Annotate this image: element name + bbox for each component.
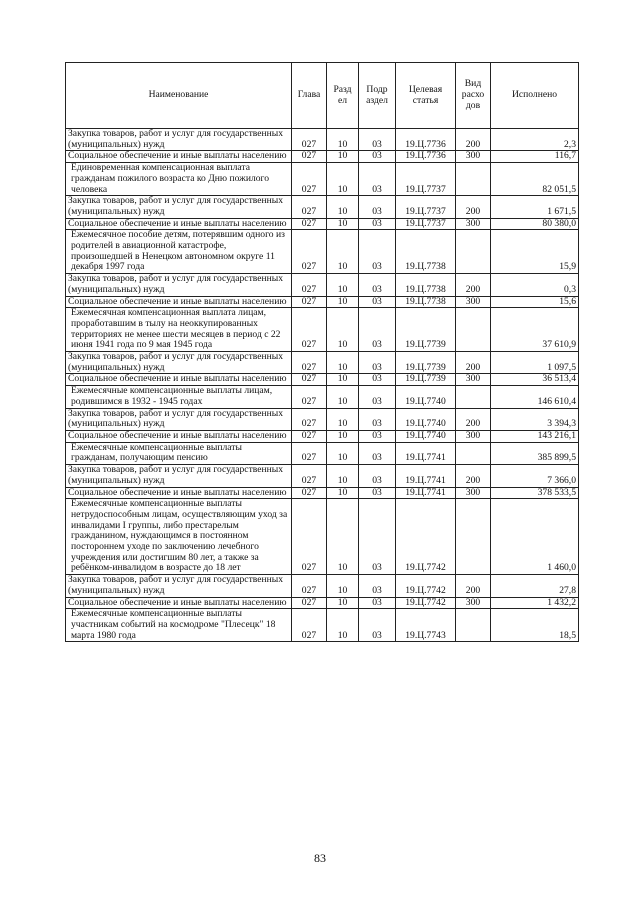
cell-podrazdel: 03 [359,430,396,442]
cell-glava: 027 [292,352,327,374]
cell-podrazdel: 03 [359,499,396,575]
cell-statya: 19.Ц.7739 [396,374,456,386]
header-ispolneno: Исполнено [491,63,579,129]
cell-glava: 027 [292,597,327,609]
cell-name: Ежемесячная компенсационная выплата лицам, проработавшим в тылу на неоккупированных территориях не менее шести месяцев в период с 22 июня 1941 года по 9 мая 1945 года [66,308,292,352]
cell-ispolneno: 1 671,5 [491,196,579,218]
cell-ispolneno: 7 366,0 [491,465,579,487]
header-podrazdel: Подр аздел [359,63,396,129]
cell-name: Закупка товаров, работ и услуг для государственных (муниципальных) нужд [66,274,292,296]
cell-ispolneno: 143 216,1 [491,430,579,442]
cell-glava: 027 [292,408,327,430]
cell-razdel: 10 [327,408,359,430]
cell-vid: 300 [456,296,491,308]
cell-ispolneno: 2,3 [491,129,579,151]
table-row [66,465,579,487]
cell-name: Ежемесячные компенсационные выплаты нетрудоспособным лицам, осуществляющим уход за инвалидами I группы, либо престарелым гражданином, нуждающимся в постоянном постороннем уходе по заключению лечебного учреждения или достигшим 80 лет, а также за ребёнком-инвалидом в возрасте до 18 лет [66,499,292,575]
cell-razdel: 10 [327,442,359,464]
cell-razdel: 10 [327,308,359,352]
header-vid: Вид расхо дов [456,63,491,129]
cell-podrazdel: 03 [359,487,396,499]
table-row [66,352,579,374]
cell-glava: 027 [292,374,327,386]
cell-ispolneno: 15,6 [491,296,579,308]
cell-name: Социальное обеспечение и иные выплаты населению [66,487,292,499]
cell-statya: 19.Ц.7741 [396,487,456,499]
cell-podrazdel: 03 [359,163,396,196]
cell-name: Социальное обеспечение и иные выплаты населению [66,151,292,163]
cell-vid [456,386,491,408]
cell-vid [456,308,491,352]
cell-podrazdel: 03 [359,296,396,308]
cell-razdel: 10 [327,218,359,230]
table-row [66,442,579,464]
cell-razdel: 10 [327,151,359,163]
cell-name: Социальное обеспечение и иные выплаты населению [66,218,292,230]
cell-glava: 027 [292,430,327,442]
table-row [66,374,579,386]
table-row [66,274,579,296]
cell-razdel: 10 [327,274,359,296]
cell-name: Ежемесячные компенсационные выплаты гражданам, получающим пенсию [66,442,292,464]
cell-podrazdel: 03 [359,230,396,274]
cell-statya: 19.Ц.7737 [396,196,456,218]
cell-podrazdel: 03 [359,129,396,151]
table-row [66,218,579,230]
cell-statya: 19.Ц.7740 [396,430,456,442]
cell-ispolneno: 385 899,5 [491,442,579,464]
cell-glava: 027 [292,151,327,163]
cell-vid: 200 [456,274,491,296]
cell-statya: 19.Ц.7742 [396,499,456,575]
cell-razdel: 10 [327,609,359,642]
cell-ispolneno: 15,9 [491,230,579,274]
table-row [66,151,579,163]
cell-name: Ежемесячные компенсационные выплаты участникам событий на космодроме "Плесецк" 18 марта 1980 года [66,609,292,642]
cell-podrazdel: 03 [359,218,396,230]
cell-name: Социальное обеспечение и иные выплаты населению [66,374,292,386]
cell-podrazdel: 03 [359,274,396,296]
header-name: Наименование [66,63,292,129]
cell-name: Ежемесячные компенсационные выплаты лицам, родившимся в 1932 - 1945 годах [66,386,292,408]
table-body [66,129,579,642]
header-statya: Целевая статья [396,63,456,129]
cell-vid: 300 [456,151,491,163]
cell-glava: 027 [292,218,327,230]
table-row [66,609,579,642]
cell-vid: 200 [456,575,491,597]
cell-vid [456,499,491,575]
cell-vid [456,609,491,642]
cell-razdel: 10 [327,487,359,499]
cell-ispolneno: 378 533,5 [491,487,579,499]
cell-ispolneno: 18,5 [491,609,579,642]
cell-glava: 027 [292,230,327,274]
cell-name: Социальное обеспечение и иные выплаты населению [66,597,292,609]
header-razdel: Разд ел [327,63,359,129]
cell-statya: 19.Ц.7740 [396,386,456,408]
cell-glava: 027 [292,609,327,642]
cell-statya: 19.Ц.7736 [396,129,456,151]
cell-podrazdel: 03 [359,386,396,408]
cell-statya: 19.Ц.7741 [396,442,456,464]
cell-glava: 027 [292,129,327,151]
cell-name: Закупка товаров, работ и услуг для государственных (муниципальных) нужд [66,129,292,151]
table-row [66,129,579,151]
cell-name: Закупка товаров, работ и услуг для государственных (муниципальных) нужд [66,408,292,430]
cell-vid: 200 [456,352,491,374]
cell-name: Социальное обеспечение и иные выплаты населению [66,430,292,442]
cell-ispolneno: 1 460,0 [491,499,579,575]
cell-vid: 300 [456,374,491,386]
cell-statya: 19.Ц.7738 [396,274,456,296]
cell-ispolneno: 37 610,9 [491,308,579,352]
cell-statya: 19.Ц.7739 [396,308,456,352]
table-row [66,386,579,408]
table-row [66,575,579,597]
cell-glava: 027 [292,308,327,352]
cell-glava: 027 [292,487,327,499]
cell-vid: 300 [456,487,491,499]
cell-glava: 027 [292,465,327,487]
cell-statya: 19.Ц.7737 [396,163,456,196]
cell-ispolneno: 0,3 [491,274,579,296]
cell-glava: 027 [292,196,327,218]
cell-vid: 200 [456,465,491,487]
cell-name: Закупка товаров, работ и услуг для государственных (муниципальных) нужд [66,196,292,218]
cell-ispolneno: 3 394,3 [491,408,579,430]
table-row [66,487,579,499]
cell-razdel: 10 [327,296,359,308]
cell-ispolneno: 80 380,0 [491,218,579,230]
cell-podrazdel: 03 [359,352,396,374]
cell-statya: 19.Ц.7739 [396,352,456,374]
table-row [66,308,579,352]
table-row [66,597,579,609]
cell-statya: 19.Ц.7736 [396,151,456,163]
cell-razdel: 10 [327,163,359,196]
header-glava: Глава [292,63,327,129]
cell-vid: 300 [456,430,491,442]
cell-vid: 200 [456,408,491,430]
cell-glava: 027 [292,386,327,408]
cell-vid: 200 [456,129,491,151]
cell-razdel: 10 [327,386,359,408]
cell-podrazdel: 03 [359,374,396,386]
cell-ispolneno: 36 513,4 [491,374,579,386]
cell-podrazdel: 03 [359,575,396,597]
cell-vid: 200 [456,196,491,218]
cell-podrazdel: 03 [359,465,396,487]
cell-podrazdel: 03 [359,597,396,609]
table-header [66,63,579,129]
cell-vid [456,163,491,196]
budget-table [65,62,579,642]
cell-ispolneno: 27,8 [491,575,579,597]
table-row [66,408,579,430]
table-row [66,430,579,442]
cell-ispolneno: 1 432,2 [491,597,579,609]
cell-razdel: 10 [327,374,359,386]
table-row [66,230,579,274]
table-row [66,296,579,308]
cell-razdel: 10 [327,575,359,597]
cell-razdel: 10 [327,352,359,374]
cell-statya: 19.Ц.7738 [396,296,456,308]
cell-statya: 19.Ц.7737 [396,218,456,230]
cell-vid [456,442,491,464]
cell-name: Закупка товаров, работ и услуг для государственных (муниципальных) нужд [66,352,292,374]
cell-podrazdel: 03 [359,151,396,163]
cell-name: Закупка товаров, работ и услуг для государственных (муниципальных) нужд [66,465,292,487]
cell-podrazdel: 03 [359,609,396,642]
cell-name: Социальное обеспечение и иные выплаты населению [66,296,292,308]
cell-name: Единовременная компенсационная выплата гражданам пожилого возраста ко Дню пожилого человека [66,163,292,196]
cell-glava: 027 [292,442,327,464]
cell-ispolneno: 1 097,5 [491,352,579,374]
cell-glava: 027 [292,274,327,296]
cell-glava: 027 [292,499,327,575]
cell-razdel: 10 [327,129,359,151]
cell-ispolneno: 146 610,4 [491,386,579,408]
cell-name: Закупка товаров, работ и услуг для государственных (муниципальных) нужд [66,575,292,597]
cell-glava: 027 [292,296,327,308]
cell-statya: 19.Ц.7743 [396,609,456,642]
cell-vid: 300 [456,597,491,609]
page-number: 83 [314,851,326,865]
cell-ispolneno: 116,7 [491,151,579,163]
cell-ispolneno: 82 051,5 [491,163,579,196]
cell-glava: 027 [292,163,327,196]
cell-razdel: 10 [327,499,359,575]
cell-podrazdel: 03 [359,442,396,464]
cell-razdel: 10 [327,597,359,609]
cell-statya: 19.Ц.7740 [396,408,456,430]
cell-glava: 027 [292,575,327,597]
cell-razdel: 10 [327,230,359,274]
cell-statya: 19.Ц.7742 [396,597,456,609]
cell-razdel: 10 [327,465,359,487]
cell-statya: 19.Ц.7741 [396,465,456,487]
cell-name: Ежемесячное пособие детям, потерявшим одного из родителей в авиационной катастрофе, произошедшей в Ненецком автономном округе 11 декабря 1997 года [66,230,292,274]
table-row [66,196,579,218]
table-row [66,163,579,196]
cell-vid: 300 [456,218,491,230]
table-row [66,499,579,575]
cell-razdel: 10 [327,196,359,218]
cell-podrazdel: 03 [359,196,396,218]
cell-podrazdel: 03 [359,308,396,352]
cell-statya: 19.Ц.7742 [396,575,456,597]
cell-razdel: 10 [327,430,359,442]
cell-vid [456,230,491,274]
cell-statya: 19.Ц.7738 [396,230,456,274]
cell-podrazdel: 03 [359,408,396,430]
